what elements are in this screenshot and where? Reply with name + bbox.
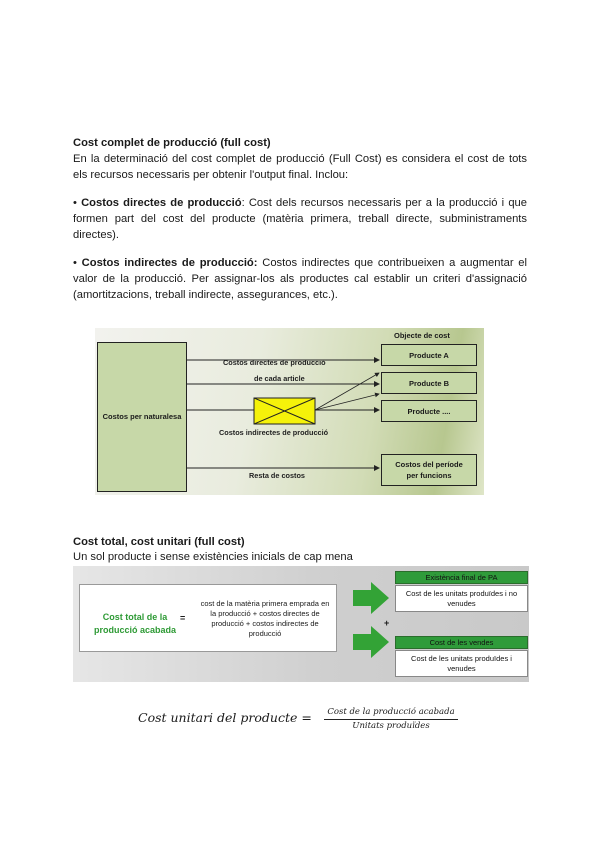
section2-heading: Cost total, cost unitari (full cost) xyxy=(73,536,245,548)
bullet-indirect-term: Costos indirectes de producció: xyxy=(81,257,258,269)
product-a-box: Producte A xyxy=(381,344,477,366)
total-cost-diagram xyxy=(73,566,529,682)
sold-units-box: Cost de les unitats produïdes i venudes xyxy=(395,650,528,677)
cost-allocation-diagram xyxy=(95,328,484,495)
product-b-box: Producte B xyxy=(381,372,477,394)
allocation-box-icon xyxy=(254,398,315,424)
arrow-allocator-a xyxy=(315,373,379,410)
direct-costs-label: Costos directes de producció xyxy=(223,358,326,367)
formula-numerator: Cost de la producció acabada xyxy=(327,707,455,717)
rest-of-costs-label: Resta de costos xyxy=(249,471,305,480)
each-article-label: de cada article xyxy=(254,374,305,383)
bullet-direct-costs: • Costos directes de producció: Cost dels recursos necessaris per a la producció i que formen part del cost del producte (matèria primera, treball directe, subministraments directes). xyxy=(73,197,528,242)
bullet-indirect-costs: • Costos indirectes de producció: Costos indirectes que contribueixen a augmentar el valor de la producció. Per assignar-los als productes cal establir un criteri d'assignació (amortitzacions, treball indirecte, assegurances, etc.). xyxy=(73,257,527,302)
total-cost-formula: cost de la matèria primera emprada en la producció + costos directes de producció + costos indirectes de producció xyxy=(200,599,330,638)
indirect-costs-label: Costos indirectes de producció xyxy=(219,428,329,437)
formula-lhs: Cost unitari del producte = xyxy=(138,710,312,725)
costs-by-nature-box: Costos per naturalesa xyxy=(97,342,187,492)
final-inventory-header: Existència final de PA xyxy=(395,571,528,584)
fraction-bar xyxy=(324,719,458,720)
period-costs-line1: Costos del període xyxy=(395,460,463,469)
cost-object-header: Objecte de cost xyxy=(394,331,450,340)
bullet-indirect-text: Costos indirectes que contribueixen a augmentar el valor de la producció. Per assignar-los als productes cal establir un criteri d'assignació (amortitzacions, treball indirecte, assegurances, etc.). xyxy=(73,257,527,302)
product-other-box: Producte .... xyxy=(381,400,477,422)
plus-sign: + xyxy=(384,618,390,628)
period-costs-box xyxy=(381,454,477,486)
unsold-units-box: Cost de les unitats produïdes i no venudes xyxy=(395,585,528,612)
equals-sign: = xyxy=(180,613,186,623)
arrow-right-icon-bottom xyxy=(353,626,389,658)
period-costs-line2: per funcions xyxy=(406,471,452,480)
formula-fraction xyxy=(324,707,458,732)
section1-heading: Cost complet de producció (full cost) xyxy=(73,137,271,149)
section1-intro: En la determinació del cost complet de producció (Full Cost) es considera el cost de tots els recursos necessaris per obtenir l'output final. Inclou: xyxy=(73,153,527,182)
arrow-right-icon-top xyxy=(353,582,389,614)
bullet-direct-text: : Cost dels recursos necessaris per a la producció i que formen part del cost del producte (matèria primera, treball directe, subministraments directes). xyxy=(73,197,528,242)
bullet-direct-term: Costos directes de producció xyxy=(81,197,242,209)
arrow-allocator-b xyxy=(315,394,379,410)
cost-of-sales-header: Cost de les vendes xyxy=(395,636,528,649)
total-cost-title: Cost total de la producció acabada xyxy=(93,612,177,635)
section2-subtitle: Un sol producte i sense existències inicials de cap mena xyxy=(73,551,353,563)
formula-denominator: Unitats produïdes xyxy=(352,721,430,731)
